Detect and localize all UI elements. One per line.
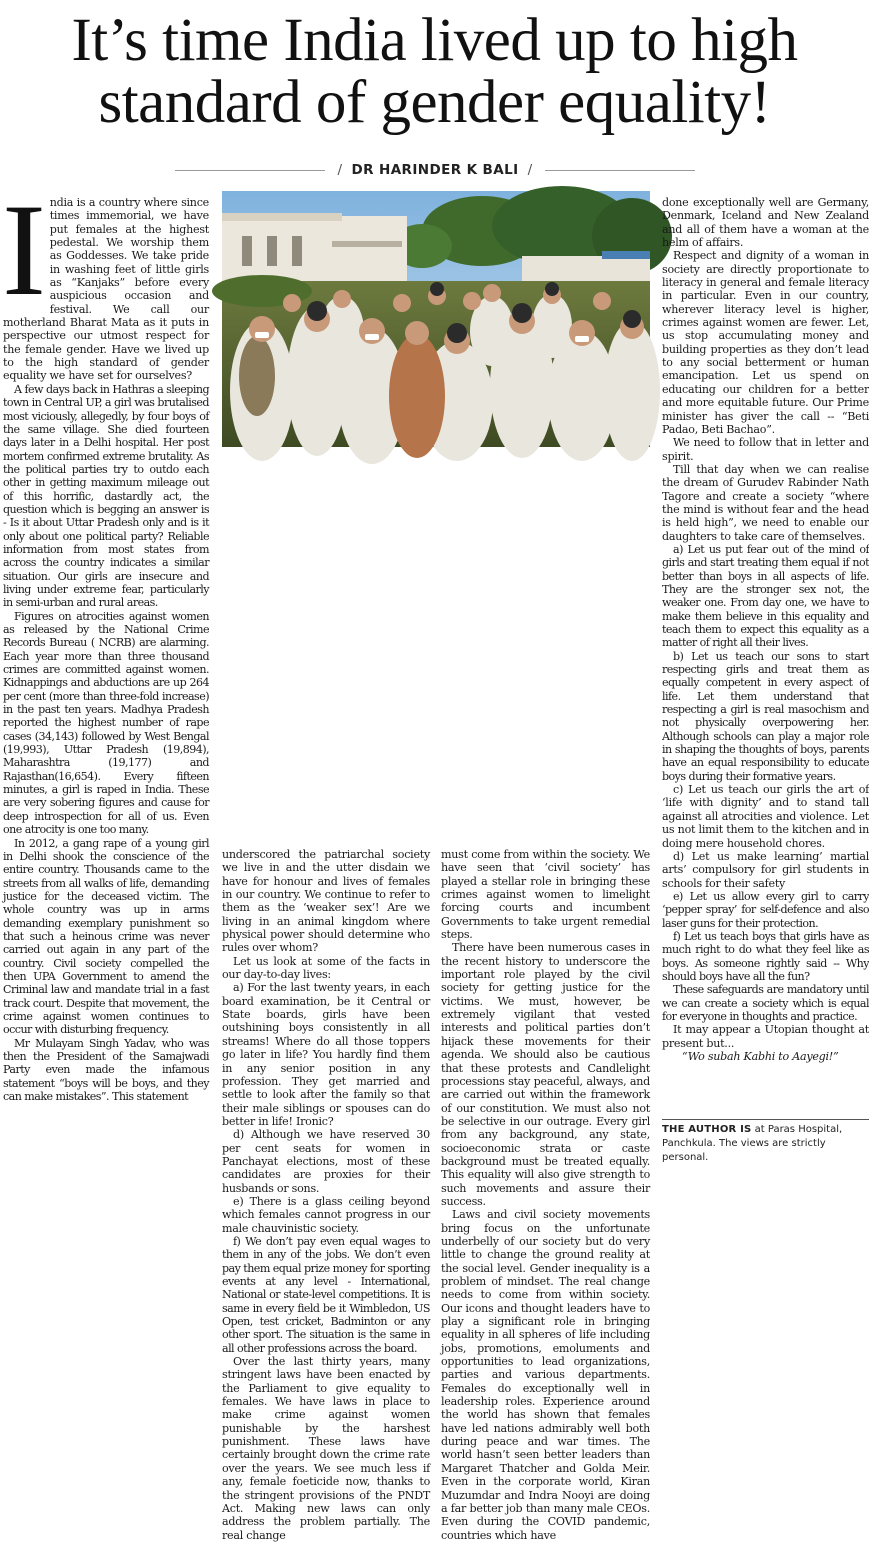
byline bbox=[325, 162, 544, 178]
article-column-1 bbox=[2, 176, 209, 1174]
byline-slash-right: / bbox=[527, 162, 533, 178]
list-item: a) For the last twenty years, in each board examination, be it Central or State boards, girls have been outshining boys consistently in all streams! Where do all those toppers go later in life? You hardly find them in any senior position in any profession. They get married and settle to look after the family so that their male siblings or spouses can do better in life! Ironic? bbox=[222, 981, 430, 1128]
byline-rule-right bbox=[545, 170, 695, 171]
article-headline bbox=[0, 7, 869, 136]
drop-cap: I bbox=[2, 176, 46, 323]
byline-row bbox=[175, 158, 695, 182]
article-column-2 bbox=[222, 848, 431, 1542]
paragraph: There have been numerous cases in the recent history to underscore the important role played by the civil society for getting justice for the victims. We must, however, be extremely vigilant that vested interests and political parties don’t hijack these movements for their agenda. We should also be cautious that these protests and Candlelight processions stay peaceful, always, and are carried out within the framework of our constitution. We must also not be selective in our outrage. Every girl from any background, any state, socioeconomic strata or caste background must be treated equally. This equality will also give strength to such movements and assure their success. bbox=[441, 941, 650, 1208]
paragraph: In 2012, a gang rape of a young girl in Delhi shook the conscience of the entire country. Thousands came to the streets from all walks of life, demanding justice for the deceased victim. The whole country was up in arms demanding exemplary punishment so that such a heinous crime was never carried out again in any part of the country. Civil society compelled the then UPA Government to amend the Criminal law and mandate trial in a fast track court. Despite that movement, the crime against women continues to occur with disturbing frequency. bbox=[3, 836, 209, 1037]
paragraph: It may appear a Utopian thought at present but... bbox=[662, 1023, 869, 1050]
list-item: e) Let us allow every girl to carry ‘pepper spray’ for self-defence and also laser guns for their protection. bbox=[662, 889, 869, 930]
author-note-rule bbox=[662, 1119, 869, 1120]
list-item: f) Let us teach boys that girls have as much right to do what they feel like as boys. As someone rightly said -- Why should boys have all the fun? bbox=[662, 929, 869, 983]
photo-of-leaders-in-crowd-icon bbox=[222, 191, 650, 447]
list-item: b) Let us teach our sons to start respecting girls and treat them as equally competent in every aspect of life. Let them understand that respecting a girl is real masochism and not physically overpowering her. Although schools can play a major role in shaping the thoughts of boys, parents have an equal responsibility to educate boys during their formative years. bbox=[662, 649, 869, 783]
list-item: f) We don’t pay even equal wages to them in any of the jobs. We don’t even pay them equal prize money for sporting events at any level - International, National or state-level competitions. It is same in every field be it Wimbledon, US Open, test cricket, Badminton or any other sport. The situation is the same in all other professions across the board. bbox=[222, 1234, 431, 1355]
paragraph: Figures on atrocities against women as released by the National Crime Records Bureau ( NCRB) are alarming. Each year more than three thousand crimes are committed against women. Kidnappings and abductions are up 264 per cent (more than three-fold increase) in the past ten years. Madhya Pradesh reported the highest number of rape cases (34,143) followed by West Bengal (19,993), Uttar Pradesh (19,894), Maharashtra (19,177) and Rajasthan(16,654). Every fifteen minutes, a girl is raped in India. These are very sobering figures and cause for deep introspection for all of us. Even one atrocity is one too many. bbox=[3, 609, 209, 837]
headline-line-2: standard of gender equality! bbox=[98, 69, 771, 136]
paragraph: Respect and dignity of a woman in society are directly proportionate to literacy in general and female literacy in particular. Even in our country, wherever literacy level is higher, crimes against women are fewer. Let, us stop accumulating money and building properties as they don’t lead to any social betterment or human emancipation. Let us spend on educating our children for a better and more equitable future. Our Prime minister has giver the call -- “Beti Padao, Beti Bachao”. bbox=[662, 249, 869, 436]
paragraph: done exceptionally well are Germany, Denmark, Iceland and New Zealand and all of them have a woman at the helm of affairs. bbox=[662, 196, 869, 250]
headline-line-1: It’s time India lived up to high bbox=[71, 7, 798, 74]
paragraph: must come from within the society. We have seen that ‘civil society’ has played a stellar role in bringing these crimes against women to limelight forcing courts and incumbent Governments to take urgent remedial steps. bbox=[441, 848, 650, 942]
paragraph: Let us look at some of the facts in our day-to-day lives: bbox=[222, 954, 430, 982]
article-column-4 bbox=[662, 196, 869, 1115]
paragraph: Till that day when we can realise the dream of Gurudev Rabinder Nath Tagore and create a society “where the mind is without fear and the head is held high”, we need to enable our daughters to take care of themselves. bbox=[662, 462, 869, 543]
closing-quote: “Wo subah Kabhi to Aayegi!” bbox=[682, 1050, 839, 1063]
paragraph: Laws and civil society movements bring focus on the unfortunate underbelly of our society but do very little to change the ground reality at the social level. Gender inequality is a problem of mindset. The real change needs to come from within society. Our icons and thought leaders have to play a significant role in bringing equality in all spheres of life including jobs, promotions, emoluments and opportunities to lead organizations, parties and various departments. Females do exceptionally well in leadership roles. Experience around the world has shown that females have led nations admirably well both during peace and war times. The world hasn’t seen better leaders than Margaret Thatcher and Golda Meir. Even in the corporate world, Kiran Muzumdar and Indra Nooyi are doing a far better job than many male CEOs. Even during the COVID pandemic, countries which have bbox=[441, 1208, 650, 1542]
paragraph: ndia is a country where since times immemorial, we have put females at the highest pedestal. We worship them as Goddesses. We take pride in washing feet of little girls as “Kanjaks” before every auspicious occasion and festival. We call our motherland Bharat Mata as it puts in perspective our utmost respect for the female gender. Have we lived up to the high standard of gender equality we have set for ourselves? bbox=[3, 196, 209, 383]
paragraph: Over the last thirty years, many stringent laws have been enacted by the Parliament to give equality to females. We have laws in place to make crime against women punishable by the harshest punishment. These laws have certainly brought down the crime rate over the years. We see much less if any, female foeticide now, thanks to the stringent provisions of the PNDT Act. Making new laws can only address the problem partially. The real change bbox=[222, 1355, 430, 1542]
paragraph: underscored the patriarchal society we live in and the utter disdain we have for honour and lives of females in our country. We continue to refer to them as the ‘weaker sex’! Are we living in an animal kingdom where physical power should determine who rules over whom? bbox=[222, 848, 430, 955]
article-column-3 bbox=[441, 848, 650, 1542]
list-item: d) Although we have reserved 30 per cent seats for women in Panchayat elections, most of these candidates are proxies for their husbands or sons. bbox=[222, 1128, 430, 1195]
paragraph: Mr Mulayam Singh Yadav, who was then the President of the Samajwadi Party even made the infamous statement “boys will be boys, and they can make mistakes”. This statement bbox=[3, 1036, 209, 1104]
article-photo bbox=[222, 191, 650, 447]
author-note-text: at Paras Hospital, Panchkula. The views are strictly personal. bbox=[662, 1124, 843, 1163]
byline-rule-left bbox=[175, 170, 325, 171]
list-item: e) There is a glass ceiling beyond which females cannot progress in our male chauvinistic society. bbox=[222, 1194, 430, 1235]
author-note-lead: THE AUTHOR IS bbox=[662, 1124, 752, 1135]
list-item: c) Let us teach our girls the art of ‘life with dignity’ and to stand tall against all atrocities and violence. Let us not limit them to the kitchen and in doing mere household chores. bbox=[662, 783, 869, 850]
author-note bbox=[662, 1123, 869, 1165]
byline-slash-left: / bbox=[337, 162, 343, 178]
list-item: a) Let us put fear out of the mind of girls and start treating them equal if not better than boys in all aspects of life. They are the stronger sex not, the weaker one. From day one, we have to make them believe in this equality and teach them to expect this equality as a matter of right all their lives. bbox=[662, 542, 869, 650]
author-name: DR HARINDER K BALI bbox=[351, 162, 519, 178]
paragraph: A few days back in Hathras a sleeping town in Central UP, a girl was brutalised most viciously, allegedly, by four boys of the same village. She died fourteen days later in a Delhi hospital. Her post mortem confirmed extreme brutality. As the political parties try to outdo each other in getting maximum mileage out of this horrific, dastardly act, the question which is begging an answer is - Is it about Uttar Pradesh only and is it only about one political party? Reliable information from most states from across the country indicates a similar situation. Our girls are insecure and living under extreme fear, particularly in semi-urban and rural areas. bbox=[3, 382, 209, 610]
paragraph: We need to follow that in letter and spirit. bbox=[662, 436, 869, 463]
paragraph: These safeguards are mandatory until we can create a society which is equal for everyone in thoughts and practice. bbox=[662, 983, 869, 1023]
list-item: d) Let us make learning’ martial arts’ compulsory for girl students in schools for their safety bbox=[662, 849, 869, 890]
